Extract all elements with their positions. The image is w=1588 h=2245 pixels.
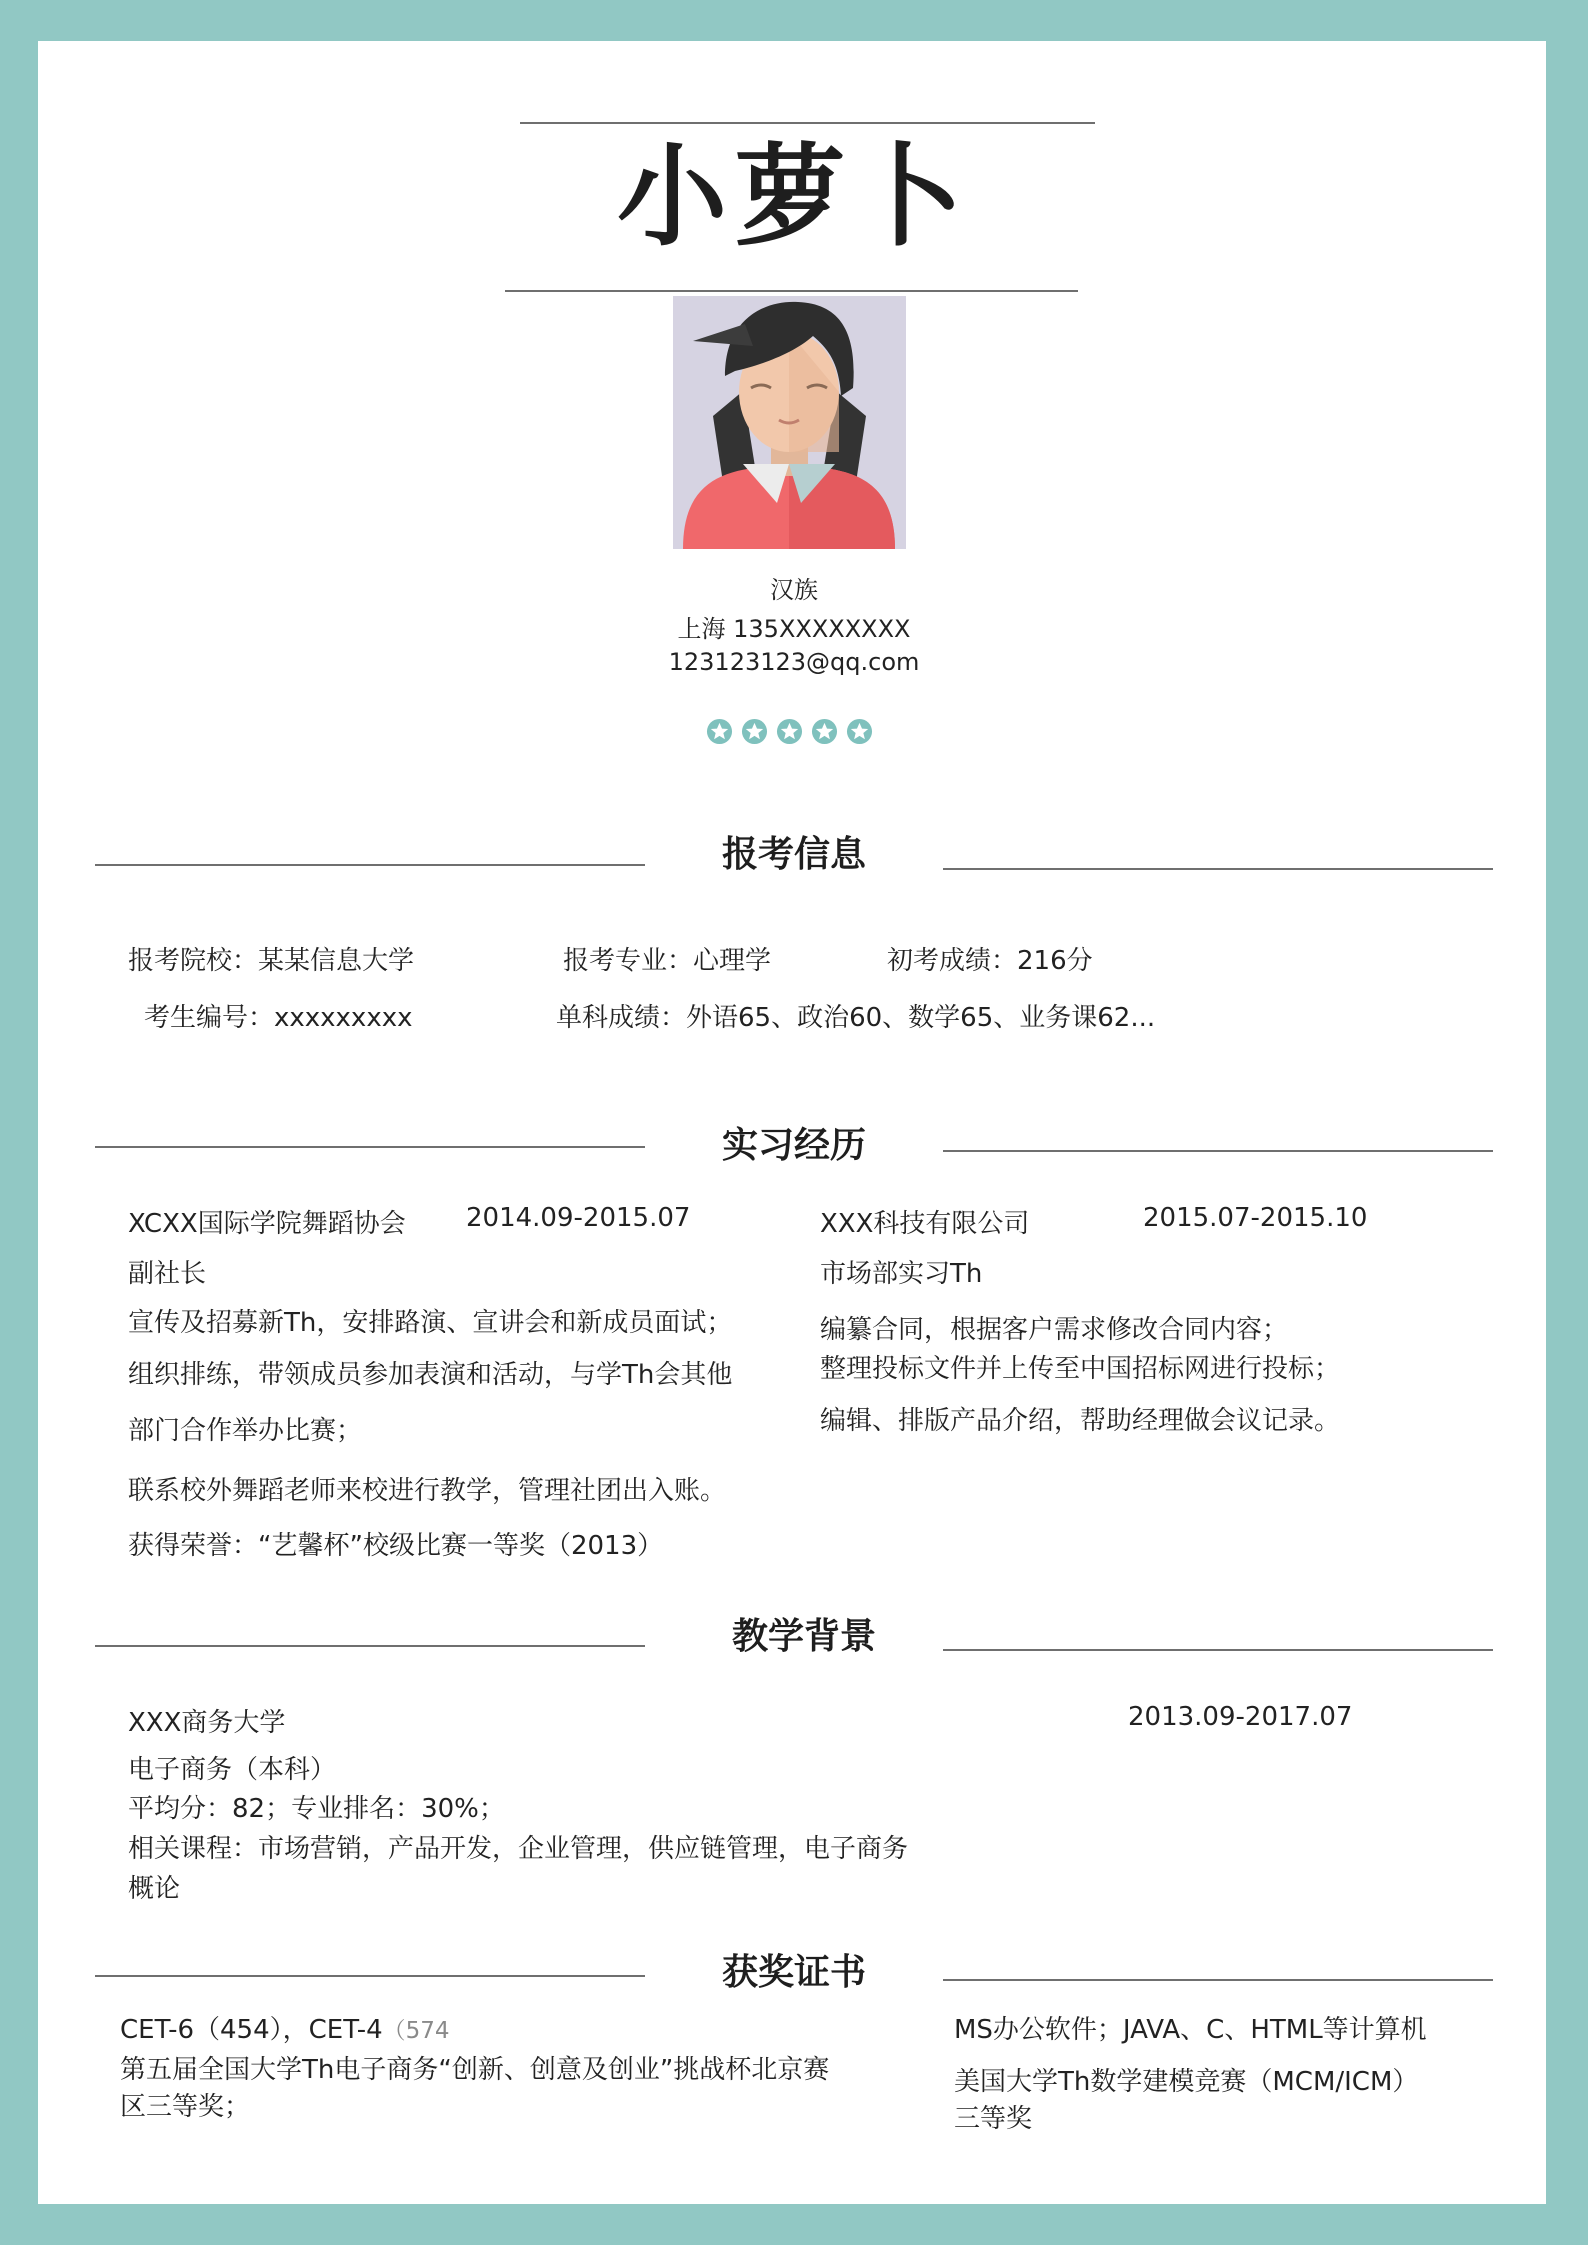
candidate-name: 小萝卜 [617,133,971,261]
name-top-rule [520,122,1095,124]
award-cet-main: CET-6（454），CET-4 [120,2015,383,2045]
intern-left-period: 2014.09-2015.07 [466,1203,691,1233]
section-rule-right [943,1649,1493,1651]
award-mcm: 美国大学Th数学建模竞赛（MCM/ICM） [954,2067,1419,2097]
award-contest-cont: 区三等奖； [120,2092,251,2122]
exam-school: 报考院校：某某信息大学 [128,946,415,976]
award-contest: 第五届全国大学Th电子商务“创新、创意及创业”挑战杯北京赛 [120,2055,830,2085]
edu-school: XXX商务大学 [128,1708,286,1738]
star-icon [741,718,768,745]
section-rule-right [943,1150,1493,1152]
intern-left-org: XCXX国际学院舞蹈协会 [128,1209,406,1239]
award-cet-faded: （574 [382,2018,450,2044]
intern-right-line: 编纂合同，根据客户需求修改合同内容； [820,1315,1289,1345]
exam-score: 初考成绩：216分 [887,946,1093,976]
name-bottom-rule [505,290,1078,292]
intern-left-role: 副社长 [128,1259,207,1289]
intern-right-org: XXX科技有限公司 [820,1209,1030,1239]
section-title-awards: 获奖证书 [721,1952,866,1993]
intern-right-line: 整理投标文件并上传至中国招标网进行投标； [820,1354,1341,1384]
intern-left-line: 部门合作举办比赛； [128,1416,363,1446]
intern-left-line: 获得荣誉：“艺馨杯”校级比赛一等奖（2013） [128,1531,664,1561]
section-title-exam: 报考信息 [721,834,866,875]
edu-courses-cont: 概论 [128,1874,181,1904]
email: 123123123@qq.com [668,648,920,676]
award-skills: MS办公软件；JAVA、C、HTML等计算机 [954,2015,1427,2045]
section-title-education: 教学背景 [731,1616,876,1657]
edu-degree: 电子商务（本科） [128,1755,337,1785]
intern-right-role: 市场部实习Th [820,1259,983,1289]
intern-left-line: 组织排练，带领成员参加表演和活动，与学Th会其他 [128,1360,733,1390]
avatar [673,296,906,549]
exam-subject-scores: 单科成绩：外语65、政治60、数学65、业务课62... [556,1003,1156,1033]
intern-left-line: 宣传及招募新Th，安排路演、宣讲会和新成员面试； [128,1308,733,1338]
location-phone: 上海 135XXXXXXXX [677,615,911,643]
ethnicity: 汉族 [770,576,818,604]
star-icon [811,718,838,745]
section-rule-right [943,868,1493,870]
section-title-internship: 实习经历 [721,1125,866,1166]
edu-courses: 相关课程：市场营销，产品开发，企业管理，供应链管理，电子商务 [128,1834,909,1864]
star-icon [846,718,873,745]
rating-stars [706,718,881,748]
exam-major: 报考专业：心理学 [563,946,772,976]
star-icon [776,718,803,745]
intern-right-line: 编辑、排版产品介绍，帮助经理做会议记录。 [820,1406,1341,1436]
star-icon [706,718,733,745]
award-cet [120,2009,450,2046]
section-rule-right [943,1979,1493,1981]
edu-gpa: 平均分：82；专业排名：30%； [128,1794,505,1824]
intern-right-period: 2015.07-2015.10 [1143,1203,1368,1233]
intern-left-line: 联系校外舞蹈老师来校进行教学，管理社团出入账。 [128,1476,727,1506]
exam-candidate-no: 考生编号：xxxxxxxxx [144,1003,413,1033]
edu-period: 2013.09-2017.07 [1128,1702,1353,1732]
award-mcm-cont: 三等奖 [954,2104,1033,2134]
